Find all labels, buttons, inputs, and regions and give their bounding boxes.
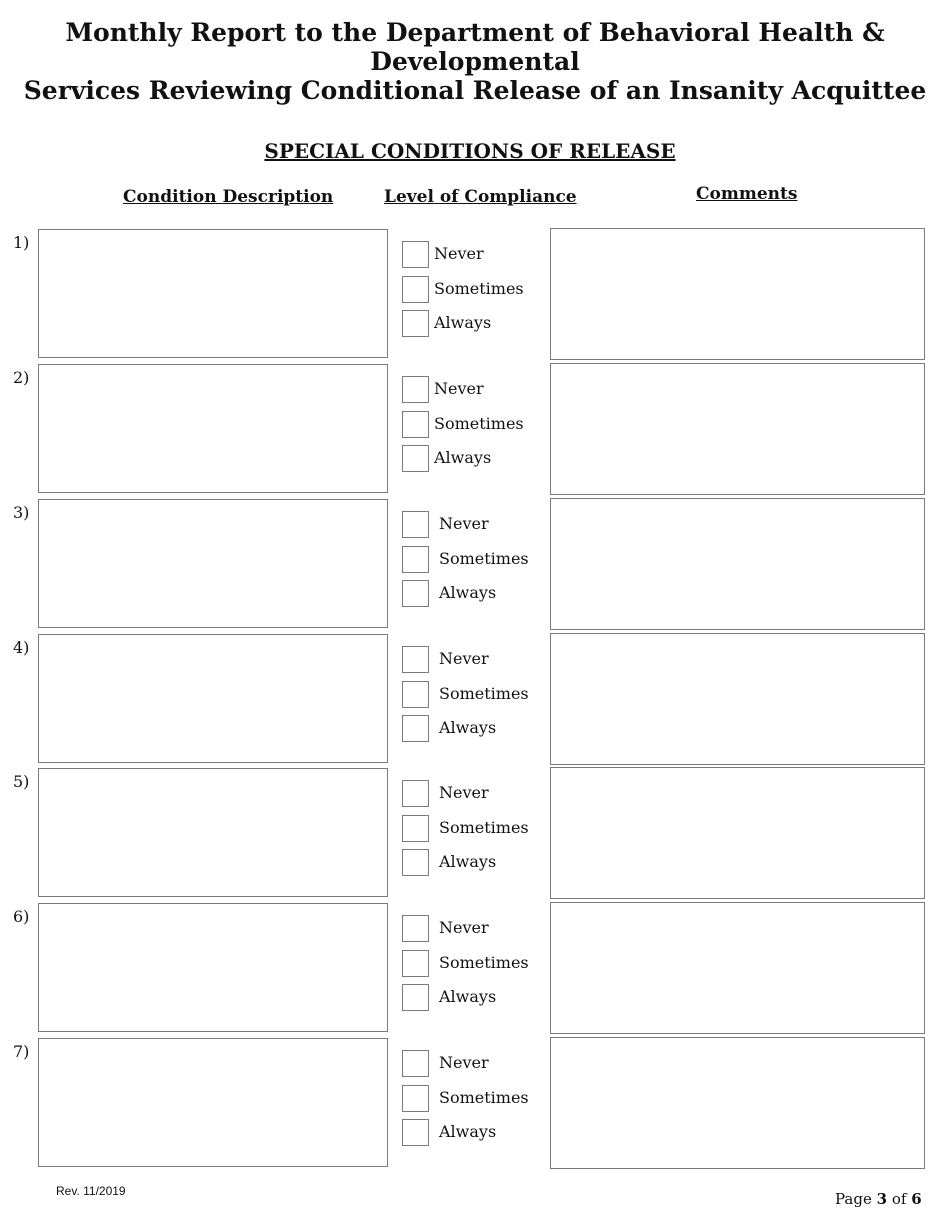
compliance-option-sometimes[interactable] bbox=[402, 276, 542, 311]
compliance-label-never: Never bbox=[439, 649, 489, 668]
compliance-label-always: Always bbox=[439, 852, 497, 871]
comments-field[interactable] bbox=[550, 1037, 925, 1169]
compliance-option-always[interactable] bbox=[402, 580, 542, 615]
compliance-checkbox-sometimes[interactable] bbox=[402, 546, 429, 573]
revision-date: Rev. 11/2019 bbox=[56, 1184, 126, 1198]
column-header-compliance: Level of Compliance bbox=[384, 187, 577, 207]
compliance-checkbox-never[interactable] bbox=[402, 780, 429, 807]
form-title-line-2: Services Reviewing Conditional Release of an Insanity Acquittee bbox=[23, 76, 927, 105]
condition-number: 2) bbox=[13, 368, 30, 387]
condition-row-2 bbox=[0, 364, 950, 498]
compliance-option-always[interactable] bbox=[402, 849, 542, 884]
compliance-option-never[interactable] bbox=[402, 915, 542, 950]
condition-description-field[interactable] bbox=[38, 229, 388, 358]
comments-field[interactable] bbox=[550, 902, 925, 1034]
section-heading: SPECIAL CONDITIONS OF RELEASE bbox=[264, 139, 676, 163]
page-current: 3 bbox=[876, 1190, 888, 1208]
compliance-option-always[interactable] bbox=[402, 310, 542, 345]
compliance-option-always[interactable] bbox=[402, 984, 542, 1019]
form-title bbox=[0, 18, 950, 105]
compliance-label-always: Always bbox=[434, 448, 492, 467]
compliance-option-never[interactable] bbox=[402, 241, 542, 276]
compliance-label-never: Never bbox=[439, 514, 489, 533]
compliance-options bbox=[402, 780, 542, 884]
condition-description-field[interactable] bbox=[38, 903, 388, 1032]
compliance-option-sometimes[interactable] bbox=[402, 546, 542, 581]
page-of: of bbox=[891, 1190, 907, 1208]
compliance-option-always[interactable] bbox=[402, 715, 542, 750]
compliance-label-always: Always bbox=[439, 718, 497, 737]
compliance-checkbox-sometimes[interactable] bbox=[402, 950, 429, 977]
compliance-options bbox=[402, 1050, 542, 1154]
column-header-description: Condition Description bbox=[123, 187, 334, 207]
compliance-checkbox-never[interactable] bbox=[402, 646, 429, 673]
compliance-label-sometimes: Sometimes bbox=[439, 817, 529, 837]
compliance-checkbox-never[interactable] bbox=[402, 241, 429, 268]
compliance-label-sometimes: Sometimes bbox=[439, 952, 529, 972]
compliance-option-sometimes[interactable] bbox=[402, 950, 542, 985]
compliance-option-never[interactable] bbox=[402, 1050, 542, 1085]
compliance-checkbox-never[interactable] bbox=[402, 376, 429, 403]
condition-row-7 bbox=[0, 1038, 950, 1172]
form-title-line-1: Monthly Report to the Department of Behavioral Health & Developmental bbox=[65, 18, 885, 76]
compliance-checkbox-always[interactable] bbox=[402, 984, 429, 1011]
compliance-label-sometimes: Sometimes bbox=[434, 278, 524, 298]
compliance-label-always: Always bbox=[439, 987, 497, 1006]
compliance-label-sometimes: Sometimes bbox=[439, 1087, 529, 1107]
page-word: Page bbox=[835, 1190, 872, 1208]
compliance-checkbox-always[interactable] bbox=[402, 715, 429, 742]
page-number bbox=[835, 1190, 922, 1208]
compliance-checkbox-always[interactable] bbox=[402, 580, 429, 607]
condition-description-field[interactable] bbox=[38, 364, 388, 493]
comments-field[interactable] bbox=[550, 767, 925, 899]
condition-description-field[interactable] bbox=[38, 634, 388, 763]
compliance-label-always: Always bbox=[439, 1122, 497, 1141]
condition-number: 7) bbox=[13, 1042, 30, 1061]
page-total: 6 bbox=[911, 1190, 922, 1208]
compliance-option-never[interactable] bbox=[402, 511, 542, 546]
compliance-checkbox-sometimes[interactable] bbox=[402, 1085, 429, 1112]
compliance-label-always: Always bbox=[439, 583, 497, 602]
compliance-option-sometimes[interactable] bbox=[402, 815, 542, 850]
column-header-comments: Comments bbox=[696, 184, 798, 204]
compliance-checkbox-sometimes[interactable] bbox=[402, 681, 429, 708]
compliance-label-sometimes: Sometimes bbox=[439, 683, 529, 703]
condition-description-field[interactable] bbox=[38, 768, 388, 897]
comments-field[interactable] bbox=[550, 498, 925, 630]
compliance-options bbox=[402, 915, 542, 1019]
compliance-option-sometimes[interactable] bbox=[402, 681, 542, 716]
condition-number: 4) bbox=[13, 638, 30, 657]
condition-number: 6) bbox=[13, 907, 30, 926]
compliance-checkbox-never[interactable] bbox=[402, 915, 429, 942]
compliance-options bbox=[402, 646, 542, 750]
compliance-option-never[interactable] bbox=[402, 376, 542, 411]
compliance-label-always: Always bbox=[434, 313, 492, 332]
compliance-checkbox-always[interactable] bbox=[402, 849, 429, 876]
compliance-options bbox=[402, 241, 542, 345]
compliance-checkbox-always[interactable] bbox=[402, 1119, 429, 1146]
condition-row-3 bbox=[0, 499, 950, 633]
compliance-option-never[interactable] bbox=[402, 646, 542, 681]
condition-number: 3) bbox=[13, 503, 30, 522]
condition-row-6 bbox=[0, 903, 950, 1037]
condition-row-4 bbox=[0, 634, 950, 768]
condition-number: 5) bbox=[13, 772, 30, 791]
compliance-label-never: Never bbox=[439, 918, 489, 937]
compliance-checkbox-never[interactable] bbox=[402, 1050, 429, 1077]
compliance-options bbox=[402, 376, 542, 480]
condition-row-5 bbox=[0, 768, 950, 902]
compliance-option-never[interactable] bbox=[402, 780, 542, 815]
compliance-option-sometimes[interactable] bbox=[402, 411, 542, 446]
compliance-label-never: Never bbox=[439, 783, 489, 802]
compliance-option-always[interactable] bbox=[402, 445, 542, 480]
compliance-option-sometimes[interactable] bbox=[402, 1085, 542, 1120]
comments-field[interactable] bbox=[550, 633, 925, 765]
compliance-label-never: Never bbox=[439, 1053, 489, 1072]
compliance-options bbox=[402, 511, 542, 615]
compliance-option-always[interactable] bbox=[402, 1119, 542, 1154]
comments-field[interactable] bbox=[550, 363, 925, 495]
condition-description-field[interactable] bbox=[38, 1038, 388, 1167]
compliance-checkbox-sometimes[interactable] bbox=[402, 815, 429, 842]
condition-row-1 bbox=[0, 229, 950, 363]
compliance-label-sometimes: Sometimes bbox=[439, 548, 529, 568]
compliance-label-never: Never bbox=[434, 379, 484, 398]
comments-field[interactable] bbox=[550, 228, 925, 360]
condition-description-field[interactable] bbox=[38, 499, 388, 628]
compliance-checkbox-always[interactable] bbox=[402, 310, 429, 337]
compliance-checkbox-sometimes[interactable] bbox=[402, 411, 429, 438]
condition-number: 1) bbox=[13, 233, 30, 252]
compliance-label-never: Never bbox=[434, 244, 484, 263]
compliance-checkbox-never[interactable] bbox=[402, 511, 429, 538]
compliance-checkbox-sometimes[interactable] bbox=[402, 276, 429, 303]
compliance-label-sometimes: Sometimes bbox=[434, 413, 524, 433]
compliance-checkbox-always[interactable] bbox=[402, 445, 429, 472]
